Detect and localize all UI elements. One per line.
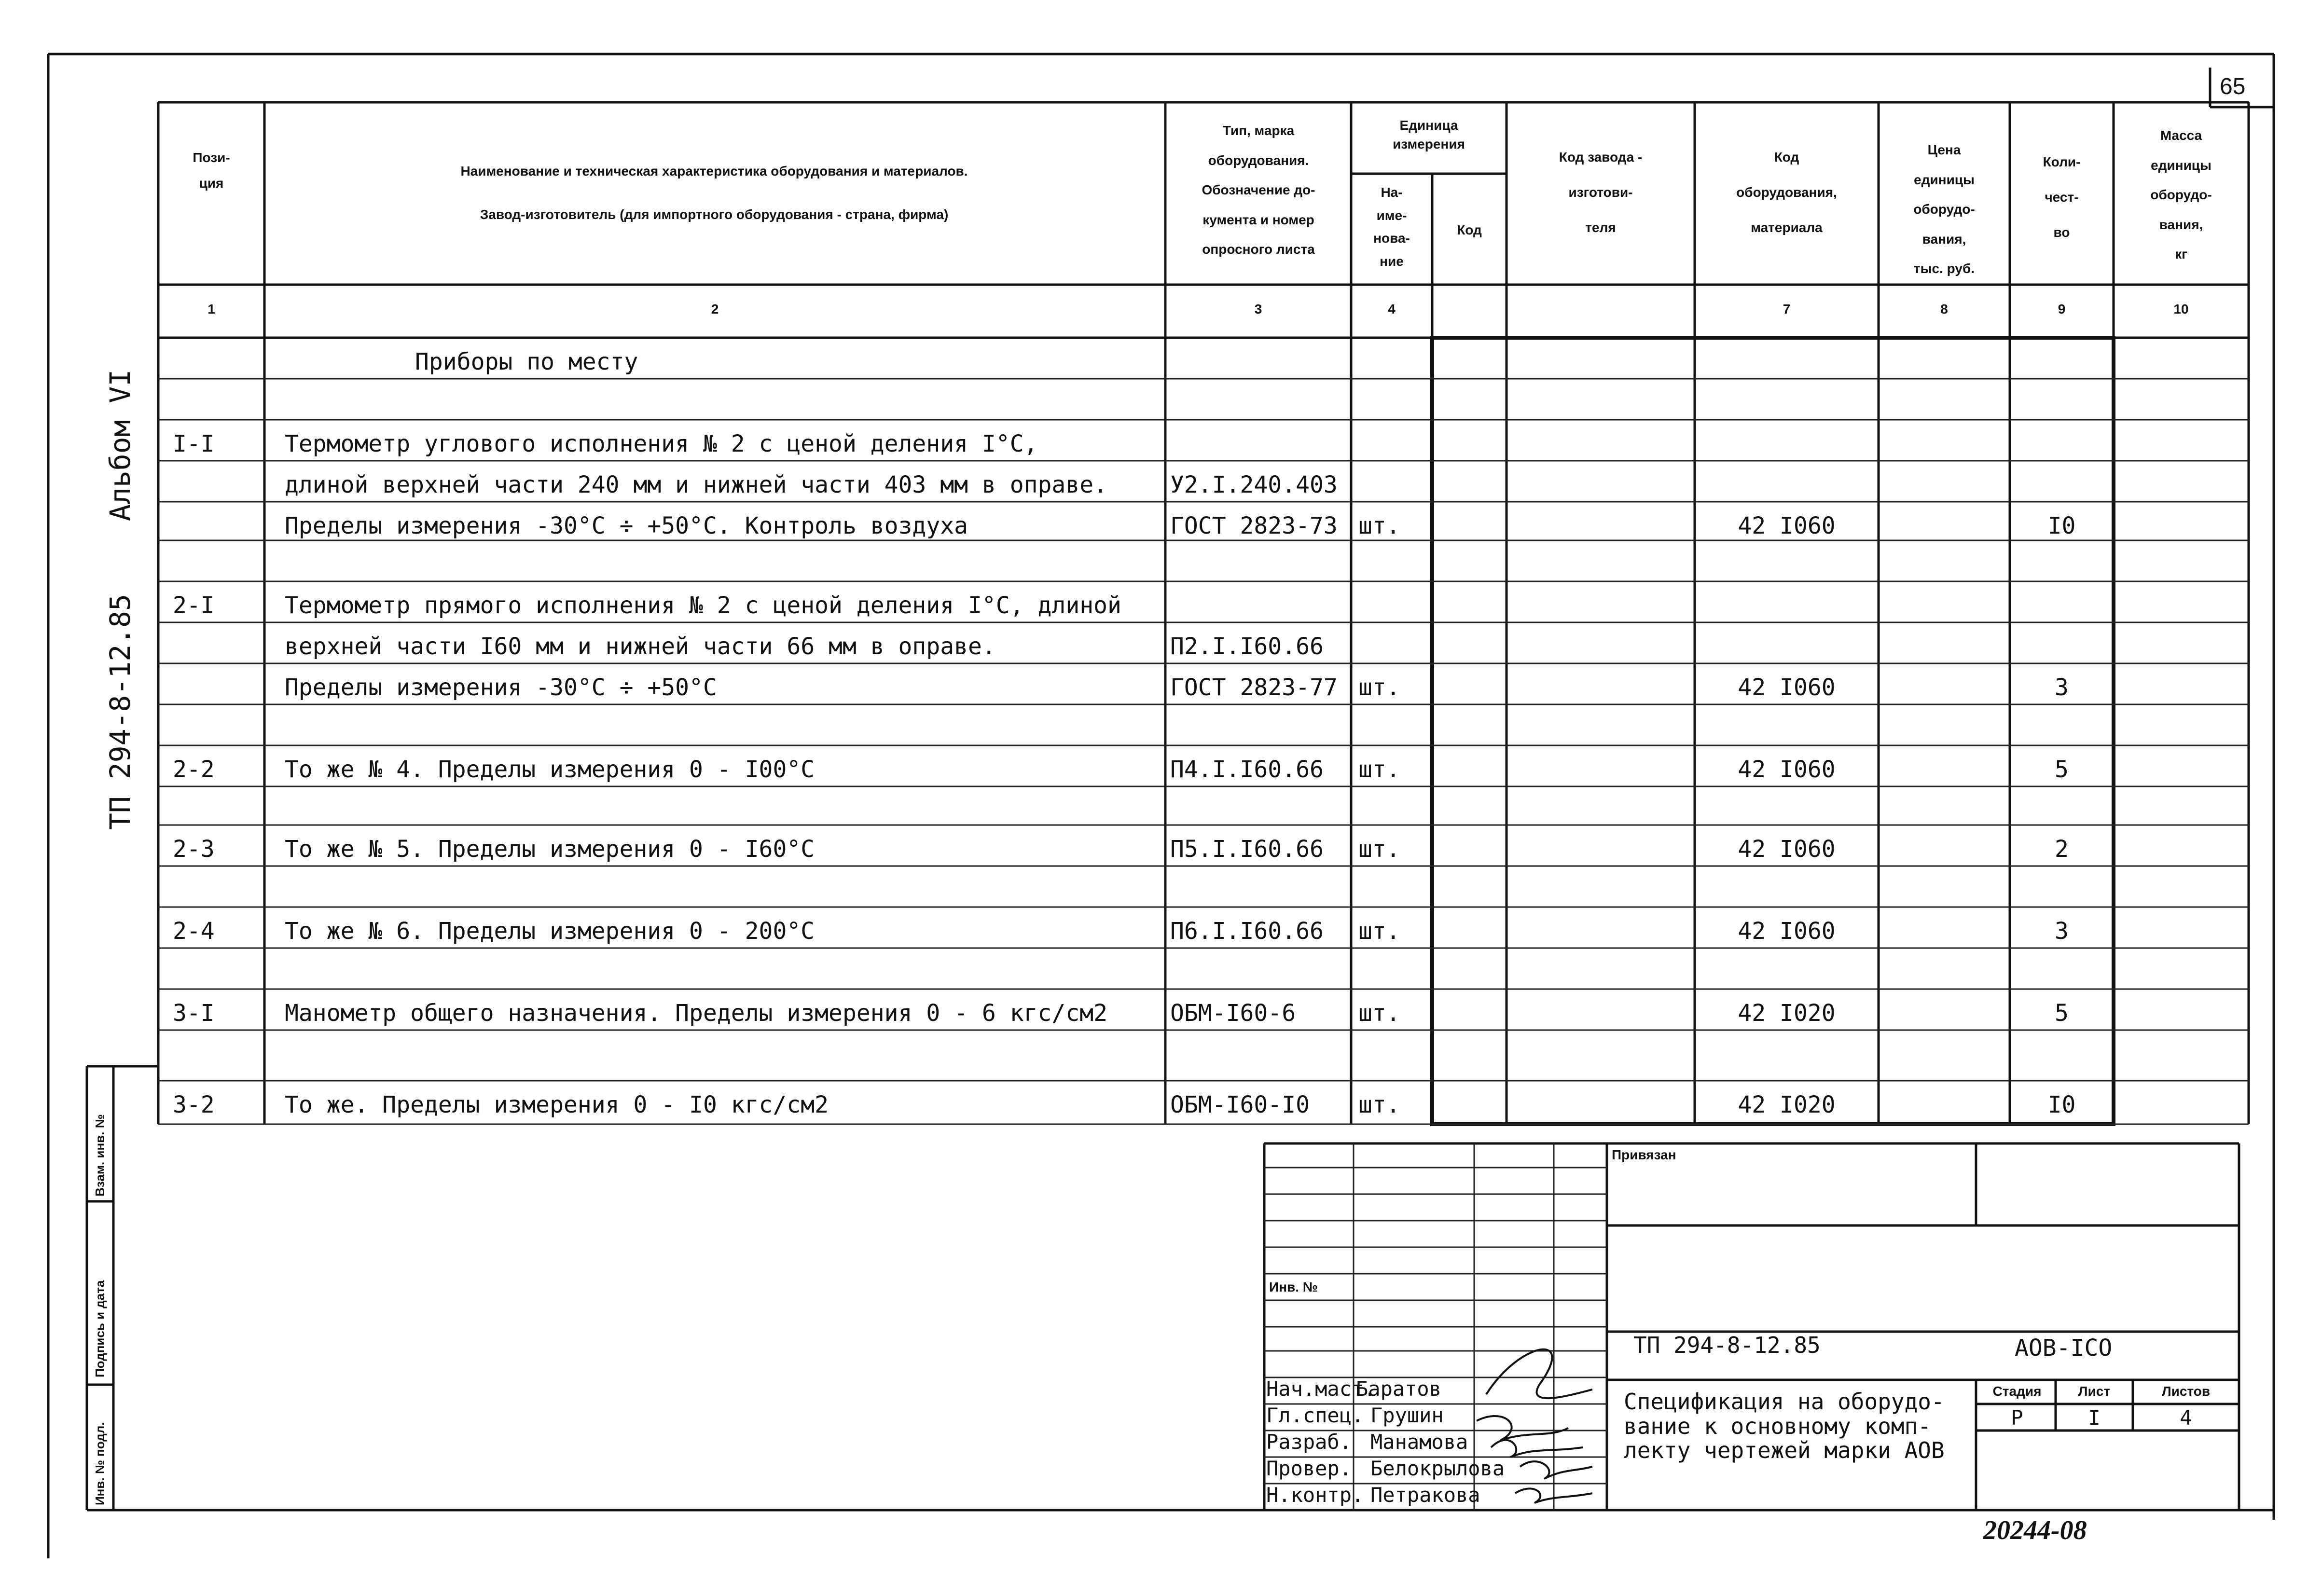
- colnum-8: 8: [1940, 302, 1948, 316]
- header-pos: Пози- ция: [193, 150, 230, 191]
- row-name: Пределы измерения -30°С ÷ +50°С. Контроль воздуха: [285, 512, 968, 539]
- row-unit: шт.: [1358, 1000, 1400, 1027]
- row-type: У2.I.240.403: [1170, 471, 1338, 498]
- header-mass: Масса единицы оборудо- вания, кг: [2150, 128, 2212, 262]
- role-person: Грушин: [1370, 1403, 1444, 1427]
- row-name: Пределы измерения -30°С ÷ +50°С: [285, 674, 717, 701]
- row-type: П4.I.I60.66: [1170, 756, 1324, 783]
- row-name: Термометр прямого исполнения № 2 с ценой деления I°С, длиной: [285, 592, 1121, 619]
- album-label: Альбом VI: [104, 369, 137, 521]
- row-quantity: 2: [2055, 836, 2069, 863]
- header-unit-name: На- име- нова- ние: [1373, 185, 1410, 269]
- row-quantity: 3: [2055, 674, 2069, 701]
- row-name: То же № 6. Пределы измерения 0 - 200°С: [285, 918, 815, 945]
- row-equipment-code: 42 I060: [1738, 756, 1836, 783]
- stage-label: Стадия: [1992, 1384, 2042, 1399]
- row-equipment-code: 42 I060: [1738, 512, 1836, 539]
- stamp-inv-podl: Инв. № подл.: [93, 1422, 107, 1505]
- row-position: I-I: [173, 430, 215, 457]
- sheet-value: I: [2088, 1406, 2101, 1430]
- row-name: длиной верхней части 240 мм и нижней части 403 мм в оправе.: [285, 471, 1108, 498]
- row-equipment-code: 42 I060: [1738, 918, 1836, 945]
- sheets-value: 4: [2180, 1406, 2192, 1430]
- header-unit-code: Код: [1457, 222, 1482, 237]
- header-type: Тип, марка оборудования. Обозначение до- кумента и номер опросного листа: [1202, 123, 1315, 257]
- stage-value: Р: [2011, 1406, 2023, 1430]
- archive-number: 20244-08: [1983, 1515, 2087, 1545]
- role-person: Баратов: [1356, 1377, 1442, 1401]
- page-number: 65: [2220, 74, 2246, 99]
- section-title: Приборы по месту: [415, 348, 638, 375]
- row-quantity: 5: [2055, 756, 2069, 783]
- sheet-label: Лист: [2078, 1384, 2111, 1399]
- role-title: Гл.спец.: [1266, 1403, 1364, 1427]
- row-position: 2-4: [173, 918, 215, 945]
- row-unit: шт.: [1358, 836, 1400, 863]
- row-type: П6.I.I60.66: [1170, 918, 1324, 945]
- row-name: Манометр общего назначения. Пределы измерения 0 - 6 кгс/см2: [285, 1000, 1108, 1027]
- stamp-podpis: Подпись и дата: [93, 1280, 107, 1377]
- colnum-9: 9: [2058, 302, 2066, 316]
- colnum-4: 4: [1388, 302, 1396, 316]
- privyazan-label: Привязан: [1612, 1147, 1676, 1162]
- inv-no-label: Инв. №: [1269, 1280, 1318, 1294]
- row-unit: шт.: [1358, 674, 1400, 701]
- row-name: То же. Пределы измерения 0 - I0 кгс/см2: [285, 1091, 829, 1118]
- header-price: Цена единицы оборудо- вания, тыс. руб.: [1913, 142, 1975, 276]
- role-title: Нач.маст.: [1266, 1377, 1376, 1401]
- row-quantity: I0: [2047, 512, 2076, 539]
- row-quantity: 3: [2055, 918, 2069, 945]
- row-type: ГОСТ 2823-77: [1170, 674, 1338, 701]
- row-name: верхней части I60 мм и нижней части 66 мм в оправе.: [285, 633, 996, 660]
- project-label: ТП 294-8-12.85: [104, 594, 137, 830]
- row-position: 2-I: [173, 592, 215, 619]
- colnum-2: 2: [711, 302, 719, 316]
- header-unit-group: Единица измерения: [1393, 118, 1465, 152]
- row-unit: шт.: [1358, 918, 1400, 945]
- row-unit: шт.: [1358, 756, 1400, 783]
- row-position: 2-2: [173, 756, 215, 783]
- colnum-3: 3: [1254, 302, 1262, 316]
- role-person: Белокрылова: [1370, 1457, 1505, 1480]
- row-type: П2.I.I60.66: [1170, 633, 1324, 660]
- row-equipment-code: 42 I020: [1738, 1000, 1836, 1027]
- row-name: То же № 4. Пределы измерения 0 - I00°С: [285, 756, 815, 783]
- colnum-10: 10: [2173, 302, 2189, 316]
- role-title: Провер.: [1266, 1457, 1352, 1480]
- role-person: Манамова: [1370, 1430, 1468, 1454]
- colnum-1: 1: [207, 302, 215, 316]
- header-factory-code: Код завода - изготови- теля: [1559, 150, 1643, 235]
- stamp-vzam: Взам. инв. №: [93, 1114, 107, 1197]
- role-title: Н.контр.: [1266, 1483, 1364, 1507]
- row-unit: шт.: [1358, 1091, 1400, 1118]
- colnum-7: 7: [1783, 302, 1791, 316]
- doc-code: ТП 294-8-12.85: [1633, 1332, 1821, 1358]
- row-position: 3-I: [173, 1000, 215, 1027]
- row-name: Термометр углового исполнения № 2 с ценой деления I°С,: [285, 430, 1038, 457]
- doc-mark: АОВ-IСО: [2015, 1335, 2113, 1362]
- row-type: ОБМ-I60-I0: [1170, 1091, 1310, 1118]
- row-type: ГОСТ 2823-73: [1170, 512, 1338, 539]
- row-name: То же № 5. Пределы измерения 0 - I60°С: [285, 836, 815, 863]
- role-person: Петракова: [1370, 1483, 1480, 1507]
- row-unit: шт.: [1358, 512, 1400, 539]
- header-equipment-code: Код оборудования, материала: [1736, 150, 1837, 235]
- row-equipment-code: 42 I060: [1738, 836, 1836, 863]
- row-quantity: 5: [2055, 1000, 2069, 1027]
- row-quantity: I0: [2047, 1091, 2076, 1118]
- header-name: Наименование и техническая характеристика оборудования и материалов. Завод-изготовитель (для импортного оборудования - страна, фирма): [460, 164, 968, 222]
- row-position: 3-2: [173, 1091, 215, 1118]
- row-type: ОБМ-I60-6: [1170, 1000, 1296, 1027]
- row-type: П5.I.I60.66: [1170, 836, 1324, 863]
- header-qty: Коли- чест- во: [2043, 154, 2081, 240]
- doc-title: Спецификация на оборудо- вание к основному комп- лекту чертежей марки АОВ: [1624, 1389, 1945, 1464]
- row-position: 2-3: [173, 836, 215, 863]
- row-equipment-code: 42 I060: [1738, 674, 1836, 701]
- sheets-label: Листов: [2161, 1384, 2211, 1399]
- role-title: Разраб.: [1266, 1430, 1352, 1454]
- row-equipment-code: 42 I020: [1738, 1091, 1836, 1118]
